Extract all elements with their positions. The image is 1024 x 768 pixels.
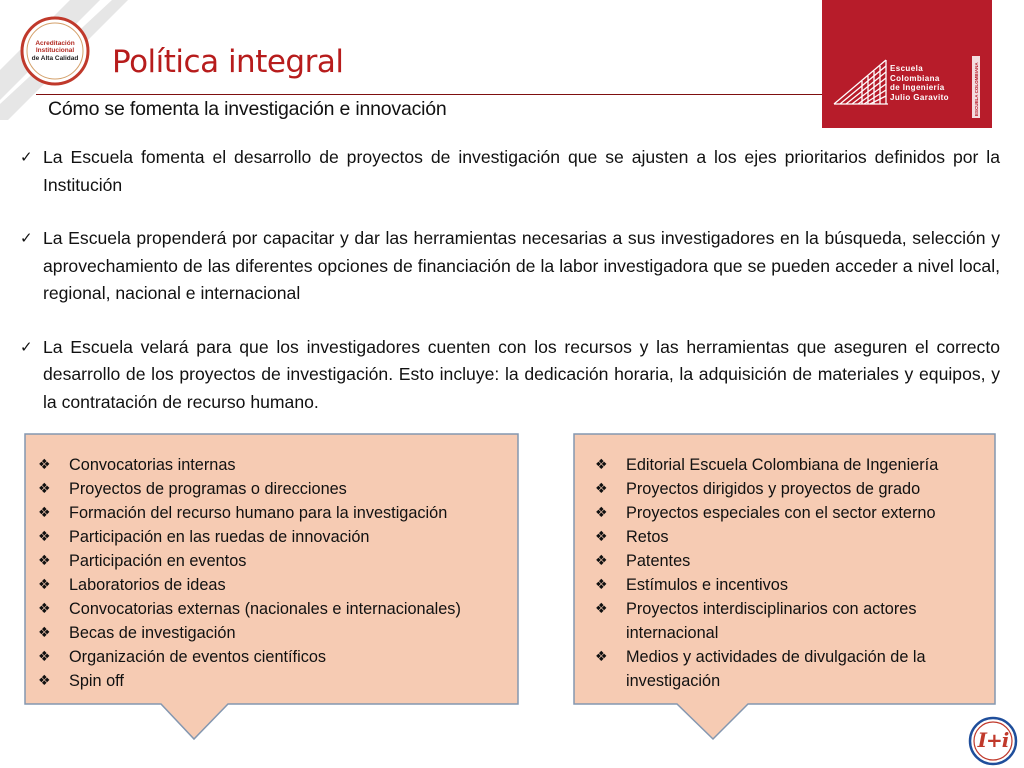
list-item: ❖ Editorial Escuela Colombiana de Ingeniería <box>595 453 988 477</box>
institution-side-text: ESCUELA COLOMBIANA <box>974 62 979 116</box>
diamond-bullet-icon: ❖ <box>38 673 51 689</box>
diamond-bullet-icon: ❖ <box>38 505 51 521</box>
title-divider <box>36 94 826 95</box>
innovation-logo-text: I+i <box>977 728 1009 752</box>
checkmark-icon: ✓ <box>20 148 33 166</box>
seal-line-1: Acreditación <box>35 39 75 47</box>
diamond-bullet-icon: ❖ <box>38 457 51 473</box>
diamond-bullet-icon: ❖ <box>38 649 51 665</box>
institution-name-line-2: Colombiana <box>890 73 940 83</box>
diamond-bullet-icon: ❖ <box>595 601 608 617</box>
list-item: ❖ Convocatorias internas <box>38 453 509 477</box>
diamond-bullet-icon: ❖ <box>595 577 608 593</box>
diamond-bullet-icon: ❖ <box>38 553 51 569</box>
institution-name-line-4: Julio Garavito <box>890 92 949 102</box>
diamond-bullet-icon: ❖ <box>595 553 608 569</box>
list-item: ❖ Proyectos especiales con el sector externo <box>595 501 988 525</box>
list-item: ❖ Participación en las ruedas de innovación <box>38 525 509 549</box>
diamond-bullet-icon: ❖ <box>595 529 608 545</box>
list-item: ❖ Organización de eventos científicos <box>38 645 509 669</box>
list-item: ❖ Spin off <box>38 669 509 693</box>
diamond-bullet-icon: ❖ <box>38 625 51 641</box>
diamond-bullet-icon: ❖ <box>595 481 608 497</box>
institution-name <box>890 64 949 102</box>
list-item: ❖ Proyectos dirigidos y proyectos de grado <box>595 477 988 501</box>
diamond-bullet-icon: ❖ <box>38 529 51 545</box>
innovation-logo <box>968 716 1018 766</box>
seal-line-3: de Alta Calidad <box>31 54 79 62</box>
list-item: ❖ Formación del recurso humano para la investigación <box>38 501 509 525</box>
institution-name-line-1: Escuela <box>890 64 924 73</box>
diamond-bullet-icon: ❖ <box>595 457 608 473</box>
left-callout-list <box>38 453 509 693</box>
list-item: ❖ Convocatorias externas (nacionales e internacionales) <box>38 597 509 621</box>
accreditation-seal-text <box>20 16 90 86</box>
policy-bullet-text: La Escuela propenderá por capacitar y dar las herramientas necesarias a sus investigadores en la búsqueda, selección y aprovechamiento de las diferentes opciones de financiación de la labor investigadora que se pueden acceder a nivel local, regional, nacional e internacional <box>43 228 1000 303</box>
policy-bullet <box>20 144 1000 199</box>
left-callout-box <box>24 433 521 741</box>
policy-bullets <box>20 144 1000 416</box>
diamond-bullet-icon: ❖ <box>595 649 608 665</box>
policy-bullet-text: La Escuela velará para que los investigadores cuenten con los recursos y las herramientas que aseguren el correcto desarrollo de los proyectos de investigación. Esto incluye: la dedicación horaria, la adquisición de materiales y equipos, y la contratación de recurso humano. <box>43 336 1000 412</box>
checkmark-icon: ✓ <box>20 337 33 356</box>
list-item: ❖ Participación en eventos <box>38 549 509 573</box>
page-title: Política integral <box>112 44 344 80</box>
diamond-bullet-icon: ❖ <box>38 601 51 617</box>
diamond-bullet-icon: ❖ <box>38 481 51 497</box>
policy-bullet-text: La Escuela fomenta el desarrollo de proyectos de investigación que se ajusten a los ejes prioritarios definidos por la Institución <box>43 147 1000 195</box>
seal-line-2: Institucional <box>35 47 75 55</box>
right-callout-list <box>595 453 988 693</box>
list-item: ❖ Proyectos interdisciplinarios con actores internacional <box>595 597 988 645</box>
list-item: ❖ Patentes <box>595 549 988 573</box>
policy-bullet <box>20 225 1000 308</box>
list-item: ❖ Proyectos de programas o direcciones <box>38 477 509 501</box>
list-item: ❖ Estímulos e incentivos <box>595 573 988 597</box>
right-callout-box <box>573 433 998 741</box>
diamond-bullet-icon: ❖ <box>595 505 608 521</box>
checkmark-icon: ✓ <box>20 229 33 247</box>
diamond-bullet-icon: ❖ <box>38 577 51 593</box>
page-subtitle: Cómo se fomenta la investigación e innovación <box>48 98 447 120</box>
list-item: ❖ Becas de investigación <box>38 621 509 645</box>
list-item: ❖ Retos <box>595 525 988 549</box>
list-item: ❖ Laboratorios de ideas <box>38 573 509 597</box>
policy-bullet <box>20 334 1000 417</box>
institution-name-line-3: de Ingeniería <box>890 83 945 92</box>
list-item: ❖ Medios y actividades de divulgación de la investigación <box>595 645 988 693</box>
